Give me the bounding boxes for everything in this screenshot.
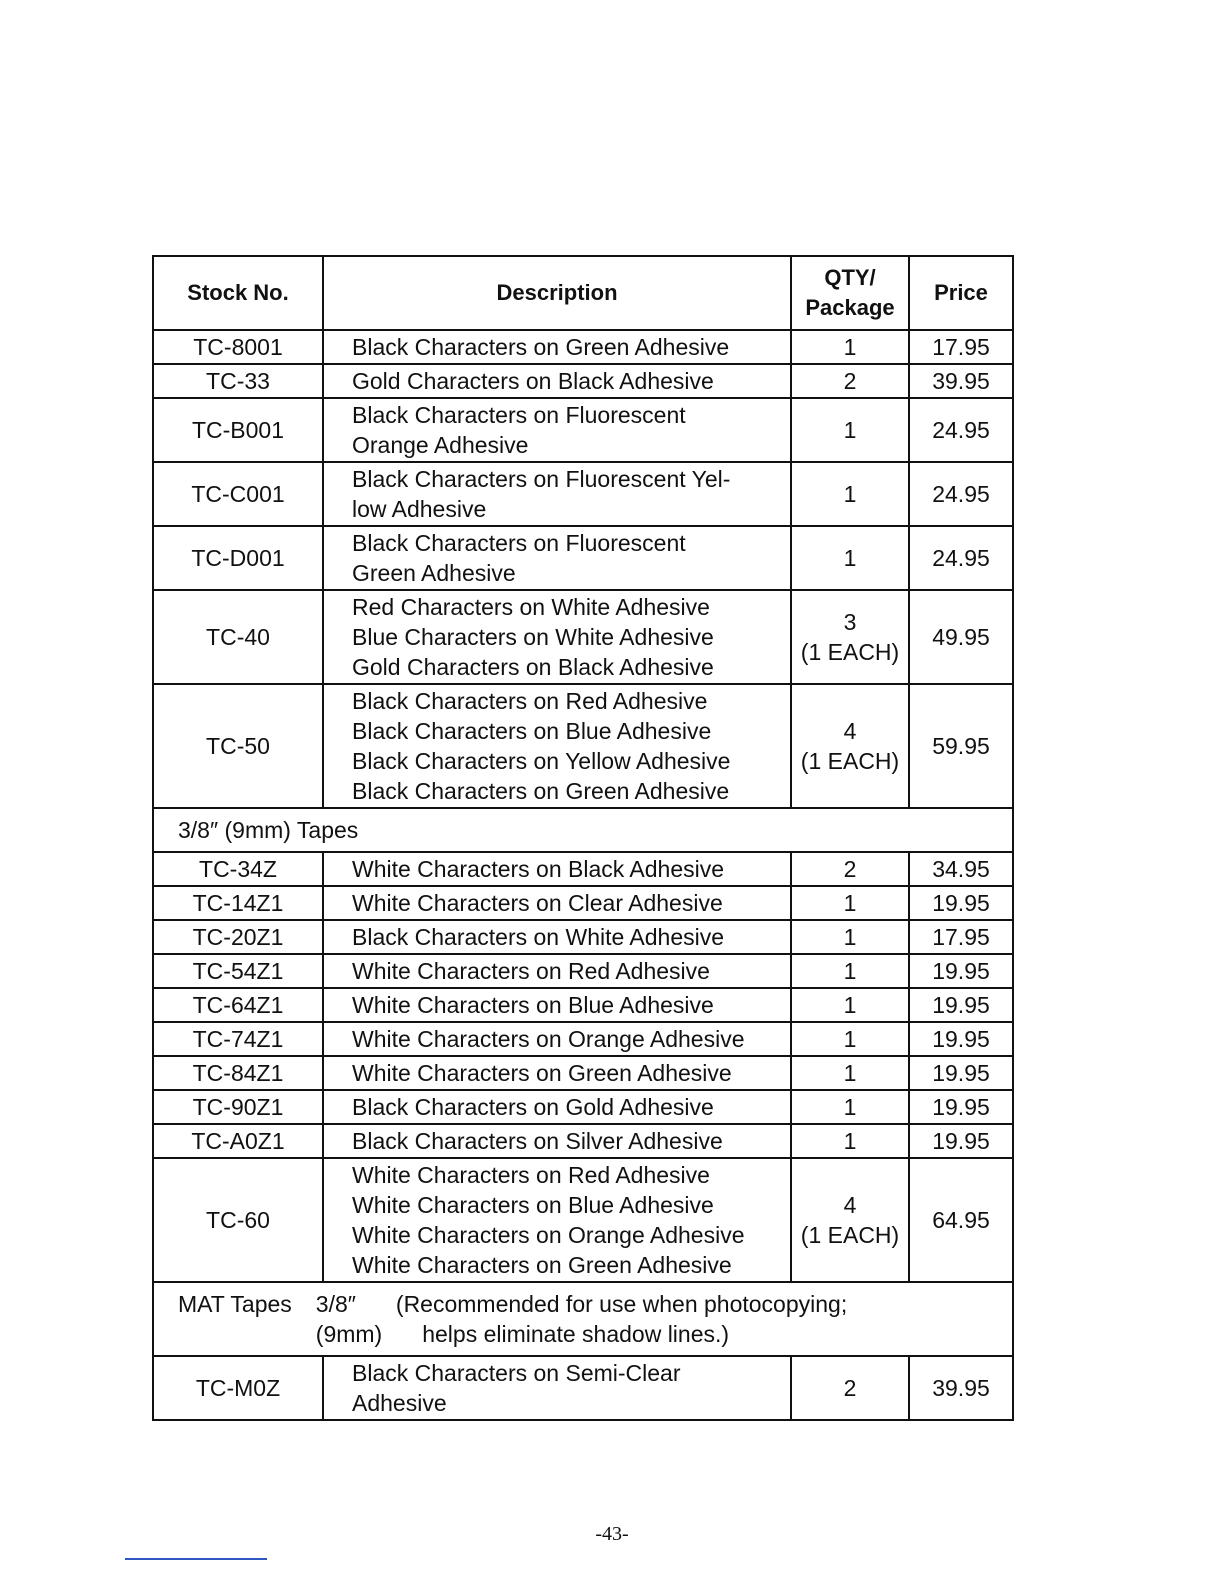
description-line: White Characters on Orange Adhesive (352, 1026, 745, 1052)
price-cell: 17.95 (909, 330, 1013, 364)
qty-line: 4 (843, 1192, 857, 1218)
qty-line: 1 (843, 545, 857, 571)
mat-size-mm: (9mm) (315, 1321, 383, 1347)
description-cell (323, 1124, 791, 1158)
qty-line: 1 (843, 924, 857, 950)
description-cell (323, 526, 791, 590)
description-line: Black Characters on Blue Adhesive (352, 718, 712, 744)
description-cell (323, 462, 791, 526)
stock-no-cell: TC-64Z1 (153, 988, 323, 1022)
description-cell (323, 684, 791, 808)
description-line: Gold Characters on Black Adhesive (352, 368, 714, 394)
qty-line: 1 (843, 417, 857, 443)
table-row (153, 330, 1013, 364)
qty-line: (1 EACH) (800, 639, 900, 665)
description-line: Black Characters on Green Adhesive (352, 778, 730, 804)
description-cell (323, 1022, 791, 1056)
description-line: Black Characters on Fluorescent (352, 402, 686, 428)
description-line: White Characters on Black Adhesive (352, 856, 725, 882)
group1-body (153, 330, 1013, 808)
section-mat-cell (153, 1282, 1013, 1356)
price-cell: 39.95 (909, 364, 1013, 398)
stock-no-cell: TC-B001 (153, 398, 323, 462)
stock-no-cell: TC-50 (153, 684, 323, 808)
qty-cell (791, 462, 909, 526)
price-cell: 34.95 (909, 852, 1013, 886)
qty-line: 1 (843, 992, 857, 1018)
description-line: Black Characters on Silver Adhesive (352, 1128, 723, 1154)
stock-no-cell: TC-84Z1 (153, 1056, 323, 1090)
qty-cell (791, 590, 909, 684)
qty-cell (791, 398, 909, 462)
qty-cell (791, 852, 909, 886)
description-line: Black Characters on Fluorescent (352, 530, 686, 556)
table-row (153, 1022, 1013, 1056)
description-line: White Characters on Red Adhesive (352, 958, 710, 984)
qty-cell (791, 988, 909, 1022)
qty-cell (791, 684, 909, 808)
qty-cell (791, 330, 909, 364)
stock-no-cell: TC-34Z (153, 852, 323, 886)
stock-no-cell: TC-14Z1 (153, 886, 323, 920)
header-qty-package (791, 256, 909, 330)
group2-body (153, 852, 1013, 1282)
section-9mm-title: 3/8″ (9mm) Tapes (153, 808, 1013, 852)
table-row (153, 526, 1013, 590)
qty-line: 1 (843, 481, 857, 507)
description-cell (323, 398, 791, 462)
header-price: Price (909, 256, 1013, 330)
table-row (153, 684, 1013, 808)
stock-no-cell: TC-60 (153, 1158, 323, 1282)
group3-body (153, 1356, 1013, 1420)
table-row (153, 590, 1013, 684)
qty-line: 1 (843, 1094, 857, 1120)
description-line: Black Characters on White Adhesive (352, 924, 725, 950)
qty-cell (791, 920, 909, 954)
qty-line: 1 (843, 334, 857, 360)
table-row (153, 886, 1013, 920)
stock-no-cell: TC-20Z1 (153, 920, 323, 954)
price-cell: 49.95 (909, 590, 1013, 684)
qty-cell (791, 886, 909, 920)
qty-cell (791, 1090, 909, 1124)
price-cell: 19.95 (909, 1090, 1013, 1124)
mat-size: 3/8″ (315, 1291, 356, 1317)
table-row (153, 988, 1013, 1022)
footer-rule (125, 1558, 267, 1560)
stock-no-cell: TC-33 (153, 364, 323, 398)
mat-tapes-label: MAT Tapes (178, 1291, 292, 1317)
qty-line: 1 (843, 1128, 857, 1154)
qty-cell (791, 1356, 909, 1420)
description-cell (323, 988, 791, 1022)
stock-no-cell: TC-D001 (153, 526, 323, 590)
stock-no-cell: TC-A0Z1 (153, 1124, 323, 1158)
description-cell (323, 1158, 791, 1282)
description-cell (323, 886, 791, 920)
qty-line: (1 EACH) (800, 748, 900, 774)
description-line: White Characters on Orange Adhesive (352, 1222, 745, 1248)
price-cell: 24.95 (909, 462, 1013, 526)
qty-line: 2 (843, 1375, 857, 1401)
description-cell (323, 590, 791, 684)
header-qty-line2: Package (805, 295, 895, 320)
header-row (153, 256, 1013, 330)
price-cell: 39.95 (909, 1356, 1013, 1420)
qty-cell (791, 1056, 909, 1090)
table-row (153, 1356, 1013, 1420)
page-number: -43- (595, 1523, 629, 1545)
qty-cell (791, 1022, 909, 1056)
qty-line: 1 (843, 1060, 857, 1086)
table-row (153, 364, 1013, 398)
table-row (153, 398, 1013, 462)
table-row (153, 1090, 1013, 1124)
description-line: Black Characters on Green Adhesive (352, 334, 730, 360)
description-line: Black Characters on Red Adhesive (352, 688, 708, 714)
table-row (153, 462, 1013, 526)
description-line: Black Characters on Fluorescent Yel- (352, 466, 731, 492)
description-line: Black Characters on Yellow Adhesive (352, 748, 731, 774)
price-cell: 64.95 (909, 1158, 1013, 1282)
stock-no-cell: TC-90Z1 (153, 1090, 323, 1124)
table-row (153, 1124, 1013, 1158)
section-9mm-row (153, 808, 1013, 852)
price-cell: 59.95 (909, 684, 1013, 808)
qty-line: 2 (843, 856, 857, 882)
price-cell: 24.95 (909, 398, 1013, 462)
qty-line: (1 EACH) (800, 1222, 900, 1248)
description-cell (323, 364, 791, 398)
price-cell: 17.95 (909, 920, 1013, 954)
table-row (153, 1158, 1013, 1282)
mat-note-line1: (Recommended for use when photocopying; (395, 1291, 848, 1317)
description-cell (323, 330, 791, 364)
description-cell (323, 1090, 791, 1124)
stock-no-cell: TC-M0Z (153, 1356, 323, 1420)
qty-cell (791, 1124, 909, 1158)
description-line: White Characters on Blue Adhesive (352, 1192, 714, 1218)
description-line: White Characters on Blue Adhesive (352, 992, 714, 1018)
description-line: Orange Adhesive (352, 432, 529, 458)
description-line: White Characters on Clear Adhesive (352, 890, 723, 916)
description-line: Red Characters on White Adhesive (352, 594, 710, 620)
description-line: low Adhesive (352, 496, 487, 522)
stock-no-cell: TC-C001 (153, 462, 323, 526)
description-cell (323, 920, 791, 954)
section-mat (153, 1282, 1013, 1356)
price-cell: 19.95 (909, 988, 1013, 1022)
qty-cell (791, 954, 909, 988)
qty-line: 1 (843, 890, 857, 916)
stock-no-cell: TC-40 (153, 590, 323, 684)
description-line: Green Adhesive (352, 560, 516, 586)
description-line: Blue Characters on White Adhesive (352, 624, 714, 650)
mat-note-line2: helps eliminate shadow lines.) (422, 1321, 730, 1347)
price-cell: 24.95 (909, 526, 1013, 590)
qty-line: 1 (843, 1026, 857, 1052)
qty-cell (791, 526, 909, 590)
qty-line: 4 (843, 718, 857, 744)
qty-cell (791, 364, 909, 398)
header-qty-line1: QTY/ (824, 265, 876, 290)
header-stock-no: Stock No. (153, 256, 323, 330)
description-cell (323, 1356, 791, 1420)
qty-cell (791, 1158, 909, 1282)
stock-no-cell: TC-74Z1 (153, 1022, 323, 1056)
header-description: Description (323, 256, 791, 330)
price-cell: 19.95 (909, 954, 1013, 988)
description-cell (323, 852, 791, 886)
description-cell (323, 954, 791, 988)
price-cell: 19.95 (909, 1056, 1013, 1090)
description-line: White Characters on Green Adhesive (352, 1060, 732, 1086)
description-line: Black Characters on Gold Adhesive (352, 1094, 714, 1120)
price-cell: 19.95 (909, 1022, 1013, 1056)
qty-line: 2 (843, 368, 857, 394)
price-cell: 19.95 (909, 886, 1013, 920)
stock-no-cell: TC-8001 (153, 330, 323, 364)
description-line: White Characters on Green Adhesive (352, 1252, 732, 1278)
table-row (153, 1056, 1013, 1090)
description-cell (323, 1056, 791, 1090)
description-line: Black Characters on Semi-Clear (352, 1360, 681, 1386)
section-mat-row (153, 1282, 1013, 1356)
qty-line: 3 (843, 609, 857, 635)
description-line: Gold Characters on Black Adhesive (352, 654, 714, 680)
price-table (152, 255, 1014, 1421)
description-line: White Characters on Red Adhesive (352, 1162, 710, 1188)
table-row (153, 920, 1013, 954)
qty-line: 1 (843, 958, 857, 984)
price-cell: 19.95 (909, 1124, 1013, 1158)
table-row (153, 852, 1013, 886)
section-9mm (153, 808, 1013, 852)
table-row (153, 954, 1013, 988)
stock-no-cell: TC-54Z1 (153, 954, 323, 988)
description-line: Adhesive (352, 1390, 447, 1416)
